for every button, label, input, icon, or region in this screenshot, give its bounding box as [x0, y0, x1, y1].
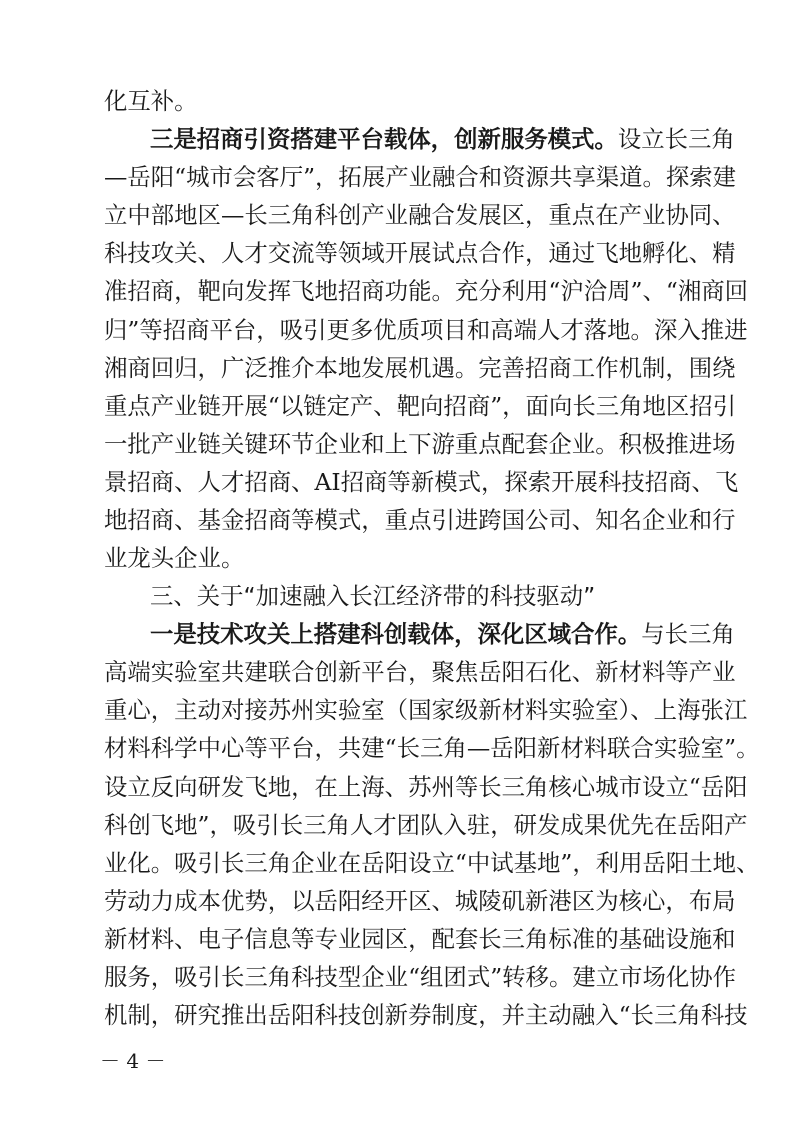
paragraph-lead: 三是招商引资搭建平台载体，创新服务模式。 [150, 125, 618, 153]
paragraph-line: 设立反向研发飞地，在上海、苏州等长三角核心城市设立“岳阳 [104, 773, 748, 801]
page-number: － 4 － [100, 1049, 166, 1073]
paragraph-text: 与长三角 [641, 620, 735, 648]
paragraph-line: 景招商、人才招商、AI招商等新模式，探索开展科技招商、飞 [104, 468, 739, 496]
paragraph-line: —岳阳“城市会客厅”，拓展产业融合和资源共享渠道。探索建 [104, 163, 737, 191]
paragraph-line: 科创飞地”，吸引长三角人才团队入驻，研发成果优先在岳阳产 [104, 811, 748, 839]
paragraph-line: 劳动力成本优势，以岳阳经开区、城陵矶新港区为核心，布局 [104, 887, 736, 915]
section-heading: 三、关于“加速融入长江经济带的科技驱动” [150, 582, 596, 610]
paragraph-line: 归”等招商平台，吸引更多优质项目和高端人才落地。深入推进 [104, 316, 748, 344]
paragraph-text: 设立长三角 [617, 125, 735, 153]
paragraph-line: 准招商，靶向发挥飞地招商功能。充分利用“沪洽周”、“湘商回 [104, 277, 749, 305]
paragraph-line: 材料科学中心等平台，共建“长三角—岳阳新材料联合实验室”。 [104, 734, 760, 762]
paragraph-line: 湘商回归，广泛推介本地发展机遇。完善招商工作机制，围绕 [104, 354, 736, 382]
paragraph-line: 业龙头企业。 [104, 544, 245, 572]
paragraph-line: 科技攻关、人才交流等领域开展试点合作，通过飞地孵化、精 [104, 239, 736, 267]
paragraph-line: 业化。吸引长三角企业在岳阳设立“中试基地”，利用岳阳土地、 [104, 849, 760, 877]
paragraph-line: 新材料、电子信息等专业园区，配套长三角标准的基础设施和 [104, 925, 736, 953]
paragraph-lead: 一是技术攻关上搭建科创载体，深化区域合作。 [150, 620, 642, 648]
paragraph-line: 化互补。 [104, 87, 198, 115]
paragraph-line: 重点产业链开展“以链定产、靶向招商”，面向长三角地区招引 [104, 392, 737, 420]
paragraph-line: 高端实验室共建联合创新平台，聚焦岳阳石化、新材料等产业 [104, 658, 736, 686]
paragraph-line: 重心，主动对接苏州实验室（国家级新材料实验室）、上海张江 [104, 696, 748, 724]
paragraph-line: 地招商、基金招商等模式，重点引进跨国公司、知名企业和行 [104, 506, 736, 534]
paragraph-line: 一批产业链关键环节企业和上下游重点配套企业。积极推进场 [104, 430, 736, 458]
paragraph-first-line [150, 122, 735, 156]
paragraph-line: 立中部地区—长三角科创产业融合发展区，重点在产业协同、 [104, 201, 736, 229]
paragraph-line: 机制，研究推出岳阳科技创新券制度，并主动融入“长三角科技 [104, 1001, 748, 1029]
paragraph-line: 服务，吸引长三角科技型企业“组团式”转移。建立市场化协作 [104, 963, 737, 991]
paragraph-first-line [150, 617, 735, 651]
